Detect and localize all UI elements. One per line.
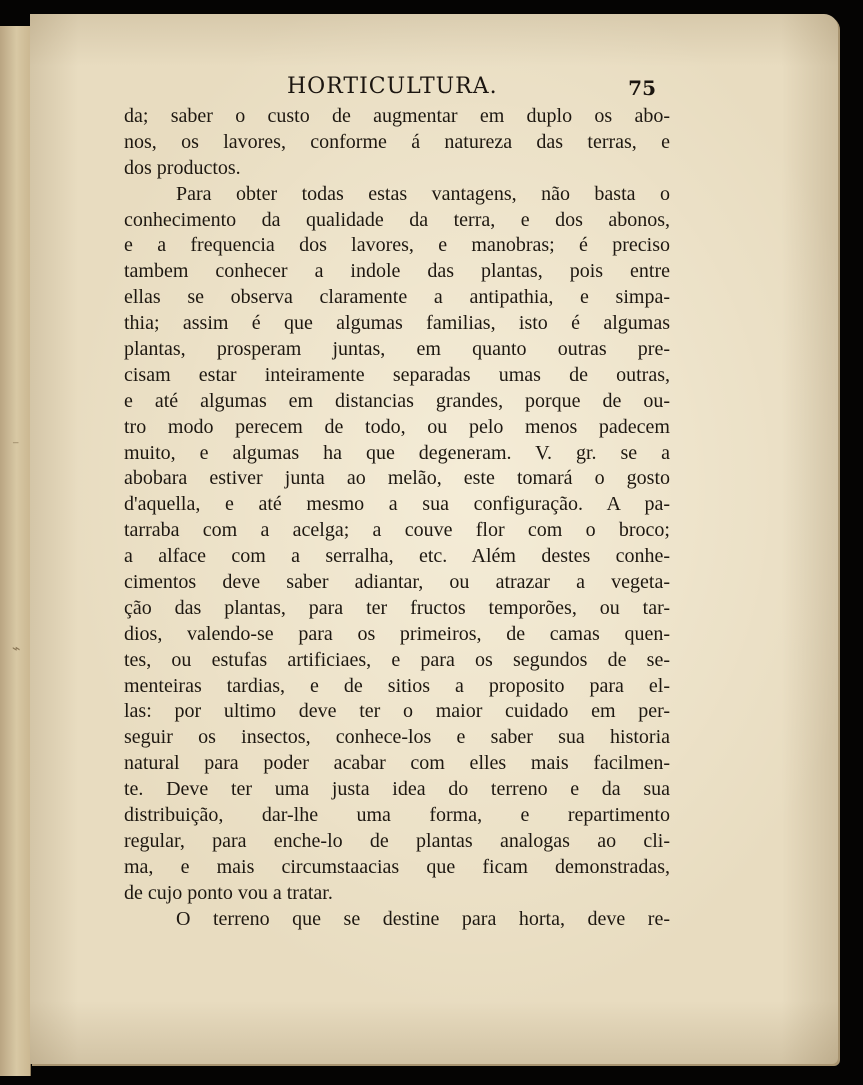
running-head: HORTICULTURA. bbox=[287, 74, 498, 99]
text-line: a alface com a serralha, etc. Além destes conhe- bbox=[124, 545, 670, 568]
text-line: Para obter todas estas vantagens, não basta o bbox=[176, 182, 670, 205]
text-line: thia; assim é que algumas familias, isto é algumas bbox=[124, 312, 670, 335]
text-line: te. Deve ter uma justa idea do terreno e da sua bbox=[124, 778, 670, 801]
text-line: tro modo perecem de todo, ou pelo menos padecem bbox=[124, 415, 670, 438]
text-line: plantas, prosperam juntas, em quanto outras pre- bbox=[124, 338, 670, 361]
text-line: nos, os lavores, conforme á natureza das terras, e bbox=[124, 130, 670, 153]
page-number: 75 bbox=[628, 76, 656, 100]
text-line: e a frequencia dos lavores, e manobras; é preciso bbox=[124, 234, 670, 257]
text-line: dios, valendo-se para os primeiros, de camas quen- bbox=[124, 622, 670, 645]
facing-page-edge bbox=[0, 26, 31, 1076]
text-line: tambem conhecer a indole das plantas, pois entre bbox=[124, 260, 670, 283]
text-line: menteiras tardias, e de sitios a proposito para el- bbox=[124, 674, 670, 697]
text-line: O terreno que se destine para horta, deve re- bbox=[176, 907, 670, 930]
text-line: cimentos deve saber adiantar, ou atrazar a vegeta- bbox=[124, 571, 670, 594]
text-line: seguir os insectos, conhece-los e saber sua historia bbox=[124, 726, 670, 749]
binding-thread-mark: ⁻ bbox=[12, 438, 20, 454]
text-line: cisam estar inteiramente separadas umas de outras, bbox=[124, 363, 670, 386]
text-line: distribuição, dar-lhe uma forma, e repartimento bbox=[124, 804, 670, 827]
body-text bbox=[124, 104, 670, 933]
text-line: las: por ultimo deve ter o maior cuidado em per- bbox=[124, 700, 670, 723]
page-header bbox=[125, 74, 670, 106]
text-line: e até algumas em distancias grandes, porque de ou- bbox=[124, 389, 670, 412]
text-line: ma, e mais circumstaacias que ficam demonstradas, bbox=[124, 855, 670, 878]
binding-thread-mark: ⌁ bbox=[12, 641, 21, 657]
text-line: da; saber o custo de augmentar em duplo os abo- bbox=[124, 105, 670, 127]
text-line: ellas se observa claramente a antipathia, e simpa- bbox=[124, 286, 670, 309]
text-line: tarraba com a acelga; a couve flor com o broco; bbox=[124, 519, 670, 542]
text-line: natural para poder acabar com elles mais facilmen- bbox=[124, 752, 670, 775]
text-line: dos productos. bbox=[124, 156, 241, 179]
text-line: conhecimento da qualidade da terra, e dos abonos, bbox=[124, 208, 670, 231]
text-line: d'aquella, e até mesmo a sua configuração. A pa- bbox=[124, 493, 670, 516]
text-line: de cujo ponto vou a tratar. bbox=[124, 881, 333, 904]
text-line: abobara estiver junta ao melão, este tomará o gosto bbox=[124, 467, 670, 490]
text-line: regular, para enche-lo de plantas analogas ao cli- bbox=[124, 829, 670, 852]
text-line: muito, e algumas ha que degeneram. V. gr. se a bbox=[124, 441, 670, 464]
text-line: tes, ou estufas artificiaes, e para os segundos de se- bbox=[124, 648, 670, 671]
text-line: ção das plantas, para ter fructos temporões, ou tar- bbox=[124, 596, 670, 619]
